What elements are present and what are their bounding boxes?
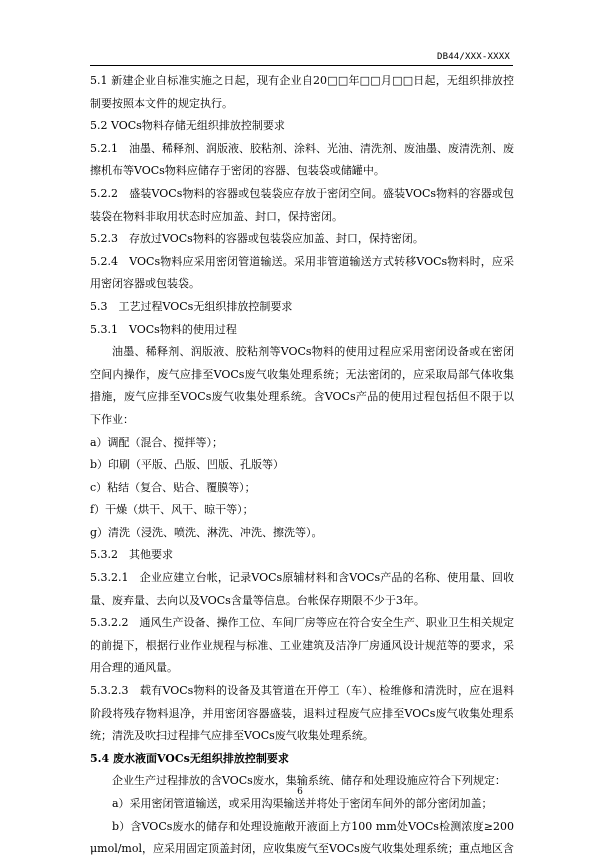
heading-5-4: 5.4 废水液面VOCs无组织排放控制要求 xyxy=(90,751,289,765)
clause-5-1: 5.1 新建企业自标准实施之日起，现有企业自20□□年□□月□□日起，无组织排放控制要按照本文件的规定执行。 xyxy=(90,74,514,110)
clause-5-3-2-2: 5.3.2.2 通风生产设备、操作工位、车间厂房等应在符合安全生产、职业卫生相关规定的前提下，根据行业作业规程与标准、工业建筑及洁净厂房通风设计规范等的要求，采用合理的通风量。 xyxy=(90,616,514,675)
clause-5-3-2-3: 5.3.2.3 载有VOCs物料的设备及其管道在开停工（车）、检维修和清洗时，应在退料阶段将残存物料退净，并用密闭容器盛装，退料过程废气应排至VOCs废气收集处理系统；清洗及吹扫过程排气应排至VOCs废气收集处理系统。 xyxy=(90,684,514,743)
clause-5-2-3: 5.2.3 存放过VOCs物料的容器或包装袋应加盖、封口，保持密闭。 xyxy=(90,232,424,246)
body-paragraph: 企业生产过程排放的含VOCs废水，集输系统、储存和处理设施应符合下列规定： xyxy=(112,774,506,788)
document-body xyxy=(90,70,514,861)
list-item-f: f）干燥（烘干、风干、晾干等）； xyxy=(90,503,254,517)
page-number: 6 xyxy=(297,787,303,797)
heading-5-3-1: 5.3.1 VOCs物料的使用过程 xyxy=(90,322,237,336)
heading-5-3-2: 5.3.2 其他要求 xyxy=(90,548,173,562)
clause-5-2-4: 5.2.4 VOCs物料应采用密闭管道输送。采用非管道输送方式转移VOCs物料时，应采用密闭容器或包装袋。 xyxy=(90,254,514,291)
list-item-b: b）含VOCs废水的储存和处理设施敞开液面上方100 mm处VOCs检测浓度≥200 μmol/mol，应采用固定顶盖封闭，应收集废气至VOCs废气收集处理系统；重点地区含 xyxy=(90,819,514,856)
list-item-a: a）采用密闭管道输送，或采用沟渠输送并将处于密闭车间外的部分密闭加盖； xyxy=(112,797,493,810)
list-item-a: a）调配（混合、搅拌等）； xyxy=(90,435,224,449)
list-item-g: g）清洗（浸洗、喷洗、淋洗、冲洗、擦洗等）。 xyxy=(90,525,323,539)
header-rule xyxy=(90,65,513,66)
list-item-b: b）印刷（平版、凸版、凹版、孔版等） xyxy=(90,458,285,472)
heading-5-3: 5.3 工艺过程VOCs无组织排放控制要求 xyxy=(90,299,293,313)
list-item-c: c）粘结（复合、贴合、覆膜等）； xyxy=(90,480,256,494)
clause-5-3-2-1: 5.3.2.1 企业应建立台帐，记录VOCs原辅材料和含VOCs产品的名称、使用量、回收量、废弃量、去向以及VOCs含量等信息。台帐保存期限不少于3年。 xyxy=(90,571,514,607)
body-paragraph: 油墨、稀释剂、润版液、胶粘剂等VOCs物料的使用过程应采用密闭设备或在密闭空间内操作，废气应排至VOCs废气收集处理系统；无法密闭的，应采取局部气体收集措施，废气应排至VOCs废气收集处理系统。含VOCs产品的使用过程包括但不限于以下作业： xyxy=(90,345,514,426)
standard-code: DB44/XXX-XXXX xyxy=(436,52,510,62)
clause-5-2-2: 5.2.2 盛装VOCs物料的容器或包装袋应存放于密闭空间。盛装VOCs物料的容器或包装袋在物料非取用状态时应加盖、封口，保持密闭。 xyxy=(90,186,514,223)
clause-5-2-1: 5.2.1 油墨、稀释剂、润版液、胶粘剂、涂料、光油、清洗剂、废油墨、废清洗剂、废擦机布等VOCs物料应储存于密闭的容器、包装袋或储罐中。 xyxy=(90,141,514,178)
heading-5-2: 5.2 VOCs物料存储无组织排放控制要求 xyxy=(90,119,285,133)
